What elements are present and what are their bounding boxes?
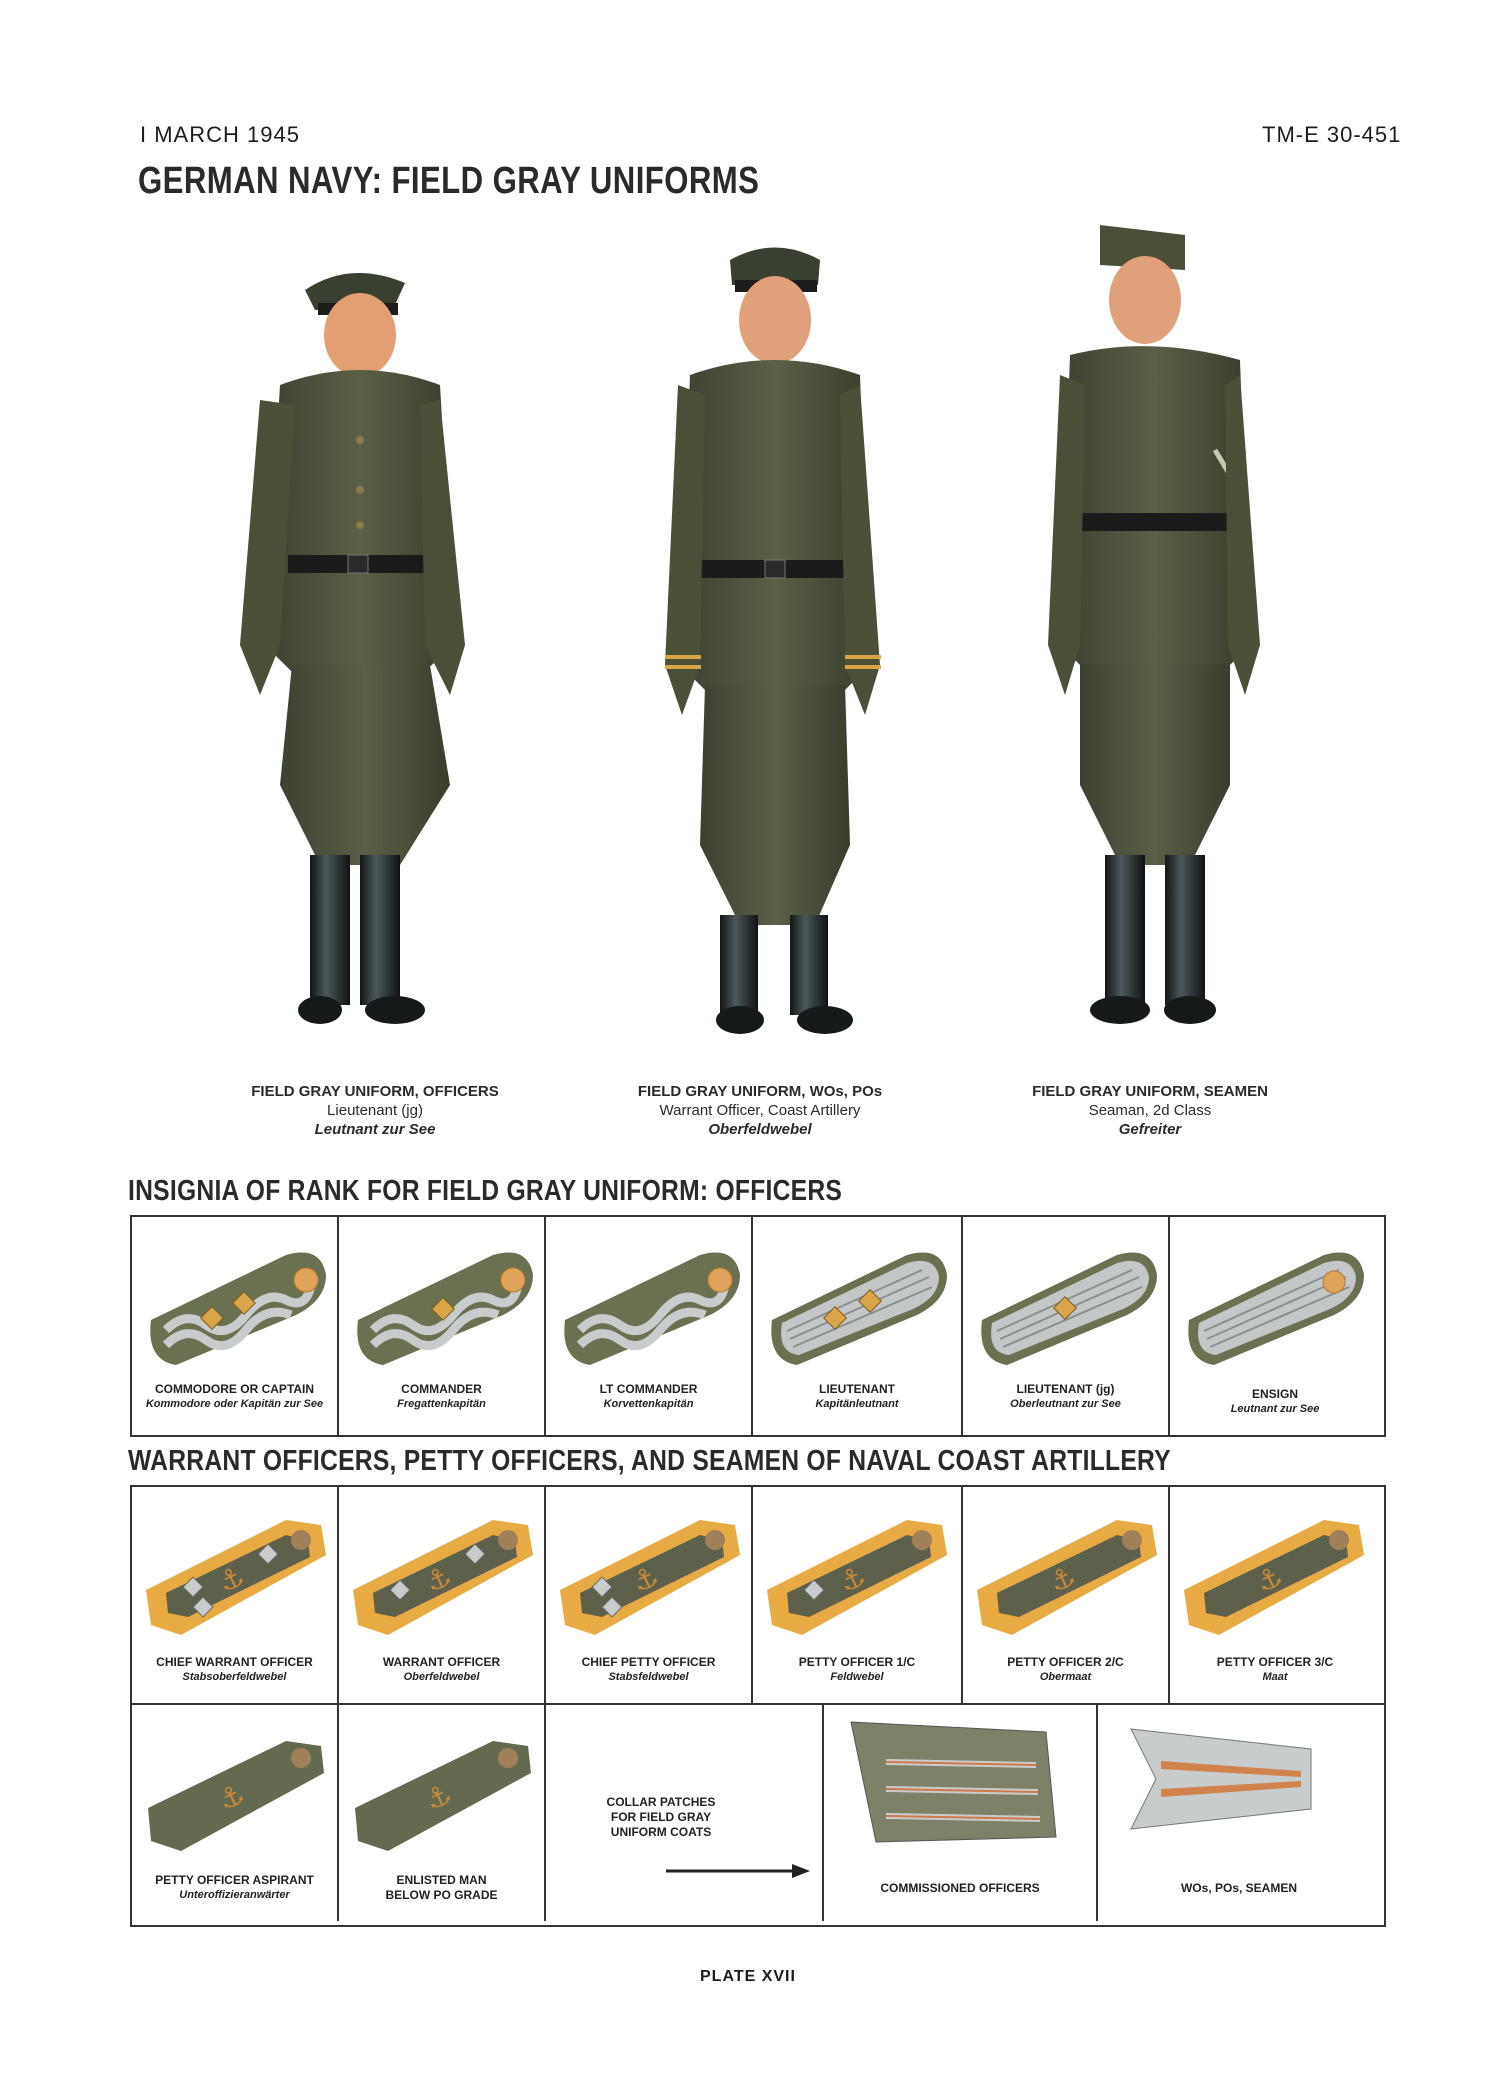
- insignia-label-de: Kapitänleutnant: [815, 1398, 899, 1410]
- insignia-cell-lieutenant: [753, 1217, 963, 1435]
- nco-cell-enlisted: [339, 1705, 546, 1921]
- svg-text:⚓: ⚓: [213, 1558, 250, 1600]
- plain-shoulder-board: [136, 1713, 336, 1863]
- nco-row-2: [132, 1705, 1384, 1921]
- caption-line1: FIELD GRAY UNIFORM, OFFICERS: [251, 1083, 499, 1100]
- page-title: GERMAN NAVY: FIELD GRAY UNIFORMS: [138, 160, 760, 202]
- officers-insignia-grid: [130, 1215, 1386, 1437]
- insignia-label-en: ENLISTED MAN: [396, 1873, 487, 1887]
- insignia-cell-ensign: [1170, 1217, 1380, 1435]
- svg-text:⚓: ⚓: [213, 1776, 250, 1818]
- insignia-label-de2: BELOW PO GRADE: [385, 1888, 498, 1902]
- insignia-label-en: ENSIGN: [1251, 1387, 1298, 1401]
- svg-text:⚓: ⚓: [1044, 1558, 1081, 1600]
- nco-row-1: [132, 1487, 1384, 1705]
- insignia-label-en: CHIEF WARRANT OFFICER: [156, 1655, 313, 1669]
- braided-shoulder-board: [136, 1225, 336, 1375]
- uniform-figures: [200, 225, 1310, 1055]
- officer-collar-patch: [846, 1717, 1076, 1847]
- collar-note-line: COLLAR PATCHES: [606, 1795, 716, 1809]
- striped-shoulder-board: [1174, 1225, 1374, 1375]
- officers-heading: INSIGNIA OF RANK FOR FIELD GRAY UNIFORM: OFFICERS: [128, 1175, 843, 1207]
- insignia-label-de: Stabsoberfeldwebel: [182, 1671, 287, 1683]
- svg-text:⚓: ⚓: [834, 1558, 871, 1600]
- plate-number: PLATE XVII: [700, 1968, 796, 1985]
- insignia-label-de: Korvettenkapitän: [603, 1398, 694, 1410]
- insignia-label-de: Unteroffizieranwärter: [179, 1889, 290, 1901]
- nco-cell-chief-petty: [546, 1487, 753, 1703]
- collar-patch-label: WOs, POs, SEAMEN: [1180, 1881, 1298, 1895]
- figure-caption-wos: [600, 1082, 920, 1139]
- braided-shoulder-board: [550, 1225, 750, 1375]
- insignia-label-en: PETTY OFFICER 3/C: [1216, 1655, 1334, 1669]
- collar-patch-label: COMMISSIONED OFFICERS: [880, 1881, 1040, 1895]
- insignia-label-en: PETTY OFFICER 2/C: [1007, 1655, 1124, 1669]
- insignia-label-en: PETTY OFFICER 1/C: [798, 1655, 916, 1669]
- insignia-label-de: Oberfeldwebel: [403, 1671, 480, 1683]
- gold-shoulder-board: [550, 1495, 750, 1645]
- figure-caption-seamen: [1000, 1082, 1300, 1139]
- seaman-figure: [1048, 225, 1260, 1024]
- caption-line2: Warrant Officer, Coast Artillery: [659, 1102, 861, 1119]
- collar-patch-officers-cell: [824, 1705, 1098, 1921]
- insignia-label-en: COMMANDER: [401, 1382, 482, 1396]
- insignia-cell-lt-commander: [546, 1217, 753, 1435]
- officer-figure: [240, 273, 465, 1024]
- caption-line2: Seaman, 2d Class: [1088, 1102, 1212, 1119]
- doc-id: TM-E 30-451: [1262, 122, 1402, 147]
- insignia-label-de: Obermaat: [1039, 1671, 1092, 1683]
- svg-text:⚓: ⚓: [1251, 1558, 1288, 1600]
- insignia-label-de: Oberleutnant zur See: [1010, 1398, 1121, 1410]
- striped-shoulder-board: [757, 1225, 957, 1375]
- caption-line3: Leutnant zur See: [314, 1121, 436, 1138]
- striped-shoulder-board: [967, 1225, 1167, 1375]
- gold-shoulder-board: [136, 1495, 336, 1645]
- insignia-label-de: Feldwebel: [830, 1671, 884, 1683]
- nco-cell-aspirant: [132, 1705, 339, 1921]
- insignia-label-en: WARRANT OFFICER: [382, 1655, 501, 1669]
- collar-note-line: UNIFORM COATS: [610, 1825, 712, 1839]
- nco-cell-po3: [1170, 1487, 1380, 1703]
- gold-shoulder-board: [1174, 1495, 1374, 1645]
- doc-date: I MARCH 1945: [140, 122, 300, 147]
- insignia-label-en: LIEUTENANT: [819, 1382, 895, 1396]
- nco-heading: WARRANT OFFICERS, PETTY OFFICERS, AND SEAMEN OF NAVAL COAST ARTILLERY: [128, 1445, 1171, 1477]
- caption-line1: FIELD GRAY UNIFORM, WOs, POs: [637, 1083, 883, 1100]
- insignia-cell-lieutenant-jg: [963, 1217, 1170, 1435]
- insignia-label-de: Kommodore oder Kapitän zur See: [145, 1398, 324, 1410]
- gold-shoulder-board: [343, 1495, 543, 1645]
- insignia-label-en: LT COMMANDER: [599, 1382, 698, 1396]
- nco-insignia-grid: [130, 1485, 1386, 1927]
- svg-text:⚓: ⚓: [420, 1776, 457, 1818]
- braided-shoulder-board: [343, 1225, 543, 1375]
- insignia-cell-commodore: [132, 1217, 339, 1435]
- nco-cell-chief-warrant: [132, 1487, 339, 1703]
- svg-text:⚓: ⚓: [627, 1558, 664, 1600]
- caption-line1: FIELD GRAY UNIFORM, SEAMEN: [1032, 1083, 1268, 1100]
- plain-shoulder-board: [343, 1713, 543, 1863]
- gold-shoulder-board: [757, 1495, 957, 1645]
- insignia-label-en: LIEUTENANT (jg): [1016, 1382, 1115, 1396]
- insignia-label-de: Maat: [1262, 1671, 1288, 1683]
- warrant-officer-figure: [665, 248, 881, 1035]
- insignia-label-en: PETTY OFFICER ASPIRANT: [155, 1873, 314, 1887]
- nco-cell-warrant: [339, 1487, 546, 1703]
- insignia-label-de: Fregattenkapitän: [397, 1398, 486, 1410]
- nco-cell-po1: [753, 1487, 963, 1703]
- insignia-cell-commander: [339, 1217, 546, 1435]
- gold-shoulder-board: [967, 1495, 1167, 1645]
- insignia-label-de: Leutnant zur See: [1230, 1403, 1320, 1415]
- caption-line3: Gefreiter: [1118, 1121, 1182, 1138]
- insignia-label-en: COMMODORE OR CAPTAIN: [154, 1382, 315, 1396]
- enlisted-collar-patch: [1126, 1719, 1356, 1839]
- nco-cell-po2: [963, 1487, 1170, 1703]
- figure-caption-officers: [210, 1082, 540, 1139]
- svg-text:⚓: ⚓: [420, 1558, 457, 1600]
- collar-note-line: FOR FIELD GRAY: [610, 1810, 712, 1824]
- insignia-label-en: CHIEF PETTY OFFICER: [581, 1655, 716, 1669]
- insignia-label-de: Stabsfeldwebel: [608, 1671, 689, 1683]
- caption-line3: Oberfeldwebel: [708, 1121, 812, 1138]
- collar-note-cell: [546, 1705, 824, 1921]
- caption-line2: Lieutenant (jg): [327, 1102, 423, 1119]
- collar-patch-enlisted-cell: [1098, 1705, 1380, 1921]
- arrow-right-icon: [664, 1861, 814, 1881]
